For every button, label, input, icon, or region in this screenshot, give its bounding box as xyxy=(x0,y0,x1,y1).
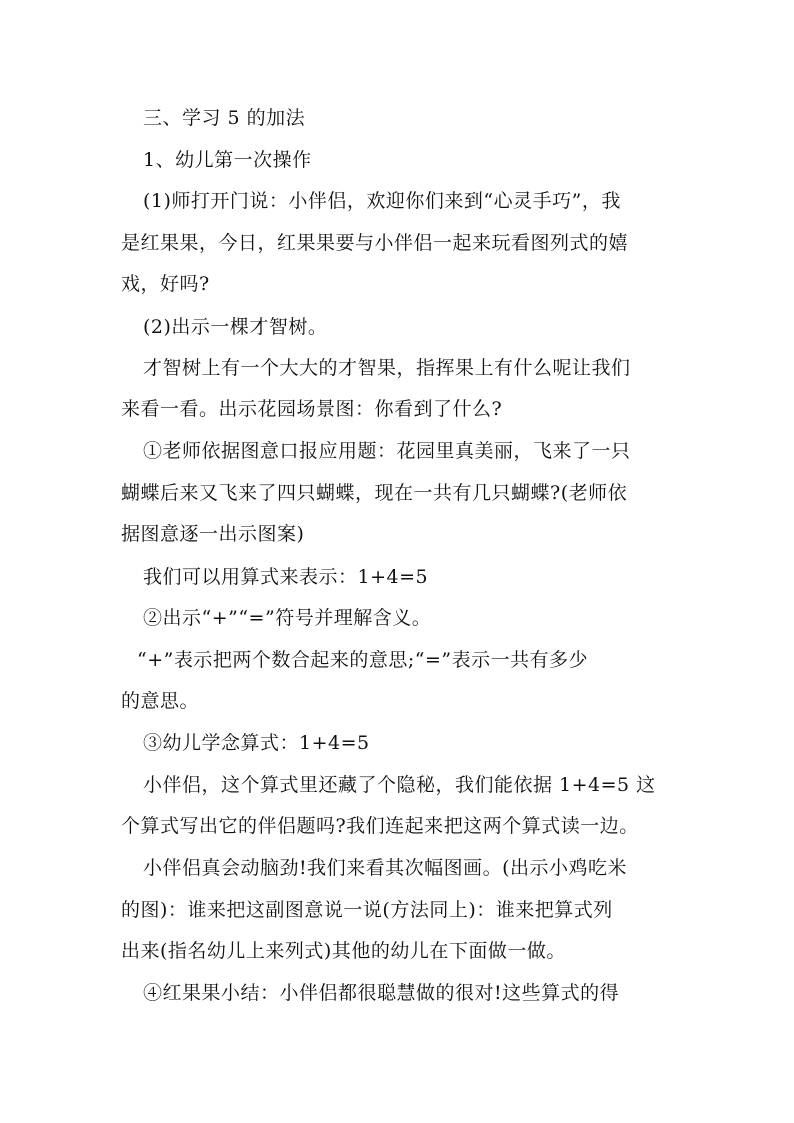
subsection-heading: 1、幼儿第一次操作 xyxy=(143,149,312,171)
paragraph-line: “+”表示把两个数合起来的意思;“=”表示一共有多少 xyxy=(137,649,589,671)
paragraph-line: 来看一看。出示花园场景图：你看到了什么? xyxy=(121,398,503,420)
paragraph-line: 才智树上有一个大大的才智果，指挥果上有什么呢让我们 xyxy=(143,357,631,379)
paragraph-line: 我们可以用算式来表示：1+4=5 xyxy=(143,566,429,588)
paragraph-line: 戏，好吗? xyxy=(121,273,210,295)
paragraph-line: ①老师依据图意口报应用题：花园里真美丽，飞来了一只 xyxy=(143,440,631,462)
paragraph-line: ④红果果小结：小伴侣都很聪慧做的很对!这些算式的得 xyxy=(143,982,620,1004)
paragraph-line: 据图意逐一出示图案) xyxy=(121,523,305,545)
paragraph-line: (2)出示一棵才智树。 xyxy=(143,316,328,338)
paragraph-line: 的意思。 xyxy=(121,690,200,712)
paragraph-line: 出来(指名幼儿上来列式)其他的幼儿在下面做一做。 xyxy=(121,940,566,962)
paragraph-line: 蝴蝶后来又飞来了四只蝴蝶，现在一共有几只蝴蝶?(老师依 xyxy=(121,482,628,504)
paragraph-line: 是红果果，今日，红果果要与小伴侣一起来玩看图列式的嬉 xyxy=(121,232,629,254)
section-heading: 三、学习 5 的加法 xyxy=(143,107,306,129)
paragraph-line: 个算式写出它的伴侣题吗?我们连起来把这两个算式读一边。 xyxy=(121,815,639,837)
paragraph-line: 的图)：谁来把这副图意说一说(方法同上)：谁来把算式列 xyxy=(121,899,613,921)
paragraph-line: ②出示“+”“=”符号并理解含义。 xyxy=(143,607,432,629)
paragraph-line: ③幼儿学念算式：1+4=5 xyxy=(143,732,370,754)
paragraph-line: 小伴侣，这个算式里还藏了个隐秘，我们能依据 1+4=5 这 xyxy=(143,774,656,796)
paragraph-line: 小伴侣真会动脑劲!我们来看其次幅图画。(出示小鸡吃米 xyxy=(143,857,628,879)
paragraph-line: (1)师打开门说：小伴侣，欢迎你们来到“心灵手巧”，我 xyxy=(143,190,621,212)
